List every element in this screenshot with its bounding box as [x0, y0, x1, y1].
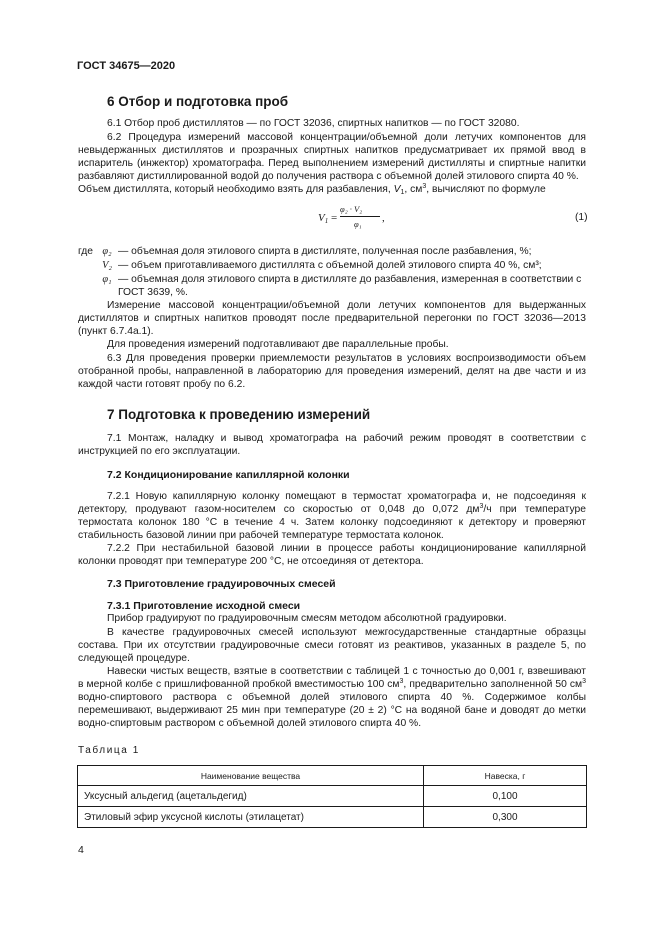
section-7-3-title: 7.3 Приготовление градуировочных смесей: [107, 578, 336, 590]
cell-substance: Уксусный альдегид (ацетальдегид): [78, 786, 424, 807]
definition-phi1: [78, 273, 586, 299]
subscript: 1: [400, 189, 405, 196]
text-fragment: водно-спиртового раствора с объемной долей этилового спирта 40 %. Содержимое колбы перемешивают, выдерживают 25 мин при температуре (20 ± 2) °С на водяной бане и доводят до метки водно-спиртовым раствором с объемной долей этилового спирта 40 %.: [78, 692, 586, 729]
section-7-title: 7 Подготовка к проведению измерений: [107, 407, 371, 422]
standard-header: ГОСТ 34675—2020: [77, 60, 176, 72]
paragraph-parallel: Для проведения измерений подготавливают две параллельные пробы.: [107, 339, 449, 350]
header-weight: Навеска, г: [424, 766, 587, 786]
formula-denominator: φ₁: [354, 219, 362, 229]
text-fragment: Объем дистиллята, который необходимо взять для разбавления,: [78, 184, 394, 195]
paragraph-6-1: 6.1 Отбор проб дистиллятов — по ГОСТ 32036, спиртных напитков — по ГОСТ 32080.: [107, 118, 520, 129]
formula-lhs-var: V: [318, 212, 325, 224]
definition-v2: [78, 259, 586, 272]
formula-comma: ,: [382, 212, 385, 224]
superscript: 3: [422, 183, 427, 190]
formula-number: (1): [575, 212, 588, 223]
text-fragment: /ч при температуре термостата колонок 180 °С в течение 4 ч. Затем колонку подсоединяют к детектору и проверяют стабильность базовой линии при рабочей температуре термостата колонок.: [78, 504, 586, 541]
cell-weight: 0,100: [424, 786, 587, 807]
table-caption: Таблица 1: [78, 745, 140, 756]
superscript: 3: [479, 503, 484, 510]
page-number: 4: [78, 844, 84, 856]
formula-equals: =: [328, 212, 338, 224]
header-substance: Наименование вещества: [78, 766, 424, 786]
definition-symbol: φ₂: [102, 246, 112, 257]
formula-lhs: [318, 212, 337, 224]
paragraph-7-3-1-a: Прибор градуируют по градуировочным смесям методом абсолютной градуировки.: [107, 613, 507, 624]
paragraph-6-2: 6.2 Процедура измерений массовой концентрации/объемной доли летучих компонентов для невыдержанных дистиллятов и прозрачных спиртных напитков предусматривает их прямой ввод в испаритель (инжектор) хроматографа. Перед выполнением измерений дистилляты и спиртные напитки разбавляют дистиллированной водой до получения раствора с объемной долей этилового спирта 40 %.: [78, 132, 586, 182]
superscript: 3: [582, 678, 586, 685]
formula-numerator: φ₂ · V₂: [340, 204, 363, 214]
text-fragment: , см: [404, 184, 423, 195]
text-fragment: , вычисляют по формуле: [426, 184, 546, 195]
substances-table: [77, 765, 587, 828]
definition-text: — объемная доля этилового спирта в дистилляте до разбавления, измеренная в соответствии с ГОСТ 3639, %.: [118, 274, 582, 298]
text-fragment: , предварительно заполненной 50 см: [403, 679, 583, 690]
text-fragment: Навески чистых веществ, взятые в соответствии с таблицей 1 с точностью до 0,001 г, взвешивают в мерной колбе с пришлифованной пробкой вместимостью 100 см: [78, 666, 586, 690]
definition-text: — объем приготавливаемого дистиллята с объемной долей этилового спирта 40 %, см³;: [118, 260, 542, 271]
table-row: [78, 807, 587, 828]
text-fragment: 7.2.1 Новую капиллярную колонку помещают в термостат хроматографа и, не подсоединяя к детектору, продувают газом-носителем со скоростью от 0,048 до 0,072 дм: [78, 491, 586, 515]
cell-substance: Этиловый эфир уксусной кислоты (этилацетат): [78, 807, 424, 828]
paragraph-7-1: 7.1 Монтаж, наладку и вывод хроматографа на рабочий режим проводят в соответствии с инструкцией по его эксплуатации.: [78, 433, 586, 457]
paragraph-7-2-1: [78, 490, 586, 542]
paragraph-7-3-1-b: В качестве градуировочных смесей используют межгосударственные стандартные образцы состава. При их отсутствии градуировочные смеси готовят из реактивов, указанных в разделе 5, по следующей процедуре.: [78, 627, 586, 664]
variable-v: V: [393, 184, 401, 195]
formula-lhs-sub: 1: [324, 217, 329, 225]
cell-weight: 0,300: [424, 807, 587, 828]
section-7-3-1-title: 7.3.1 Приготовление исходной смеси: [107, 600, 301, 612]
paragraph-6-2-volume: [78, 183, 586, 196]
formula-1: [318, 201, 398, 237]
table-header-row: [78, 766, 587, 786]
definition-text: — объемная доля этилового спирта в дистилляте, полученная после разбавления, %;: [118, 246, 532, 257]
paragraph-measurement: Измерение массовой концентрации/объемной доли летучих компонентов для выдержанных дистиллятов и спиртных напитков проводят после предварительной перегонки по ГОСТ 32036—2013 (пункт 6.7.4а.1).: [78, 300, 586, 337]
definition-symbol: φ₁: [102, 274, 112, 285]
paragraph-7-2-2: 7.2.2 При нестабильной базовой линии в процессе работы кондиционирование капиллярной колонки проводят при температуре 200 °С, не отсоединяя от детектора.: [78, 543, 586, 567]
definition-symbol: V₂: [102, 260, 112, 271]
definition-phi2: [78, 245, 586, 258]
table-row: [78, 786, 587, 807]
where-word: где: [78, 246, 94, 257]
fraction-bar: [340, 216, 380, 217]
section-7-2-title: 7.2 Кондиционирование капиллярной колонки: [107, 469, 350, 481]
superscript: 3: [399, 678, 404, 685]
paragraph-7-3-1-c: [78, 665, 586, 730]
paragraph-6-3: 6.3 Для проведения проверки приемлемости результатов в условиях воспроизводимости объем отобранной пробы, направленной в лабораторию для проведения измерений, делят на две части и из каждой части готовят пробу по 6.2.: [78, 353, 586, 390]
section-6-title: 6 Отбор и подготовка проб: [107, 94, 289, 109]
